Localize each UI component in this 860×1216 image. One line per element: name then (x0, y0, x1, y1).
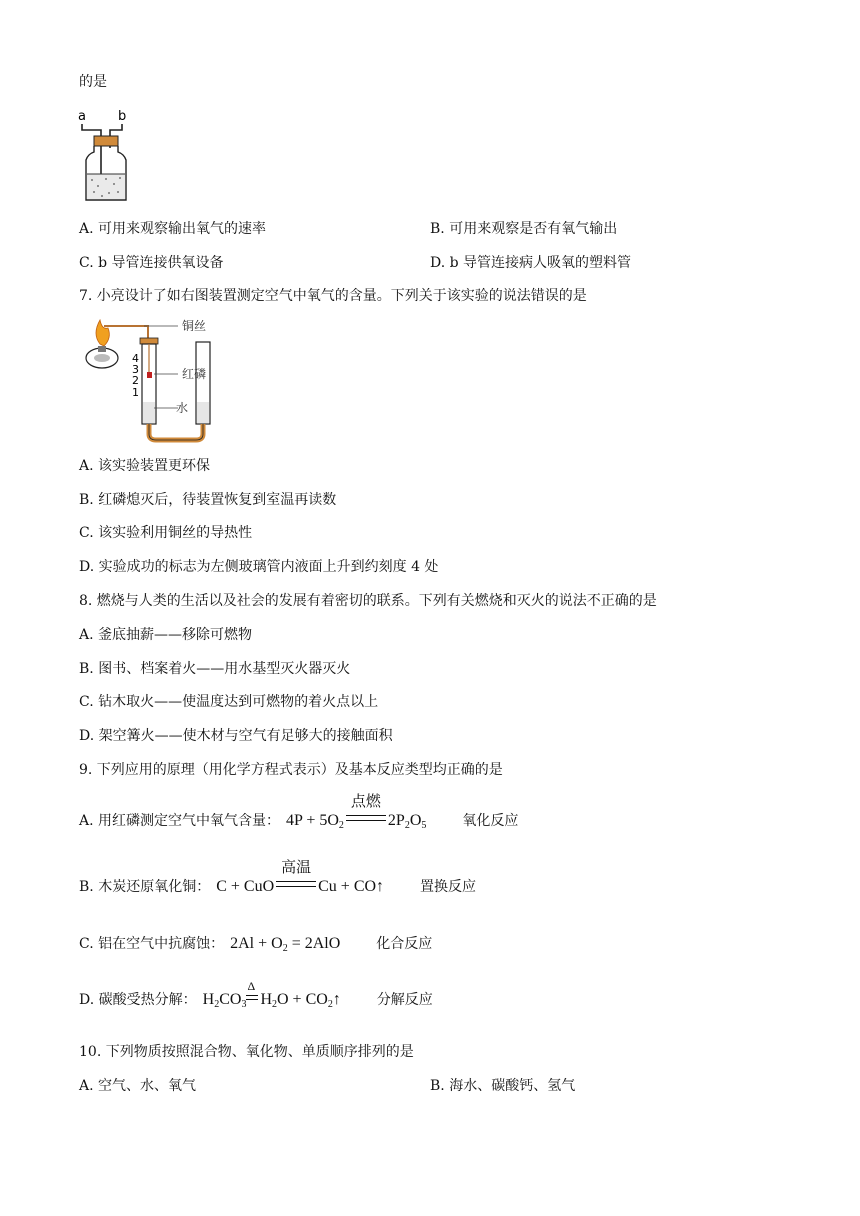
q7-option-a: A. 该实验装置更环保 (79, 458, 211, 474)
q7-water-label: 水 (176, 401, 189, 415)
q8-option-c: C. 钻木取火——使温度达到可燃物的着火点以上 (79, 694, 379, 710)
q6-label-a: a (78, 109, 86, 124)
q7-option-c: C. 该实验利用铜丝的导热性 (79, 525, 253, 541)
q7-copper-label: 铜丝 (182, 319, 207, 333)
q8-option-b: B. 图书、档案着火——用水基型灭火器灭火 (79, 661, 351, 677)
q6-option-d: D. b 导管连接病人吸氧的塑料管 (430, 255, 632, 271)
q9-stem: 9. 下列应用的原理（用化学方程式表示）及基本反应类型均正确的是 (79, 762, 503, 778)
q7-scale-1: 1 (132, 386, 139, 399)
q7-stem: 7. 小亮设计了如右图装置测定空气中氧气的含量。下列关于该实验的说法错误的是 (79, 288, 587, 304)
q6-option-b: B. 可用来观察是否有氧气输出 (430, 221, 618, 237)
q9-d-equation: $H_2CO_3$ Δ $H_2O$ + $CO_2↑$ (202, 979, 341, 1010)
q6-option-a: A. 可用来观察输出氧气的速率 (79, 221, 267, 237)
q10-option-b: B. 海水、碳酸钙、氢气 (430, 1078, 576, 1094)
lead-in-text: 的是 (79, 74, 107, 90)
q7-option-d: D. 实验成功的标志为左侧玻璃管内液面上升到约刻度 4 处 (79, 559, 439, 575)
q6-gas-washing-bottle-figure (74, 108, 140, 204)
q7-option-b: B. 红磷熄灭后，待装置恢复到室温再读数 (79, 492, 337, 508)
q9-option-d: D. 碳酸受热分解： $H_2CO_3$ Δ $H_2O$ + $CO_2↑$ 分解反应 (79, 979, 433, 1010)
q7-scale-3: 3 (132, 363, 139, 376)
q6-label-b: b (118, 109, 127, 124)
q7-phosphorus-label: 红磷 (182, 367, 207, 381)
q6-option-c: C. b 导管连接供氧设备 (79, 255, 224, 271)
q9-option-a: A. 用红磷测定空气中氧气含量： $4P + 5O_2$ 点燃 $2P_2O_5$ 氧化反应 (79, 792, 519, 831)
q8-option-a: A. 釜底抽薪——移除可燃物 (79, 627, 253, 643)
q9-a-equation: $4P + 5O_2$ 点燃 $2P_2O_5$ (286, 792, 427, 831)
q8-stem: 8. 燃烧与人类的生活以及社会的发展有着密切的联系。下列有关燃烧和灭火的说法不正确的是 (79, 593, 657, 609)
q7-scale-4: 4 (132, 352, 139, 365)
q8-option-d: D. 架空篝火——使木材与空气有足够大的接触面积 (79, 728, 393, 744)
q10-stem: 10. 下列物质按照混合物、氧化物、单质顺序排列的是 (79, 1044, 414, 1060)
q10-option-a: A. 空气、水、氧气 (79, 1078, 197, 1094)
q7-apparatus-figure (78, 316, 238, 446)
q9-option-b: B. 木炭还原氧化铜： C + CuO 高温 Cu + CO↑ 置换反应 (79, 858, 477, 895)
q9-b-equation: C + CuO 高温 Cu + CO↑ (216, 858, 385, 895)
q9-c-equation: $2Al + O_2 = 2AlO$ (230, 935, 341, 954)
q7-scale-2: 2 (132, 374, 139, 387)
q9-option-c: C. 铝在空气中抗腐蚀： $2Al + O_2 = 2AlO$ 化合反应 (79, 935, 433, 954)
